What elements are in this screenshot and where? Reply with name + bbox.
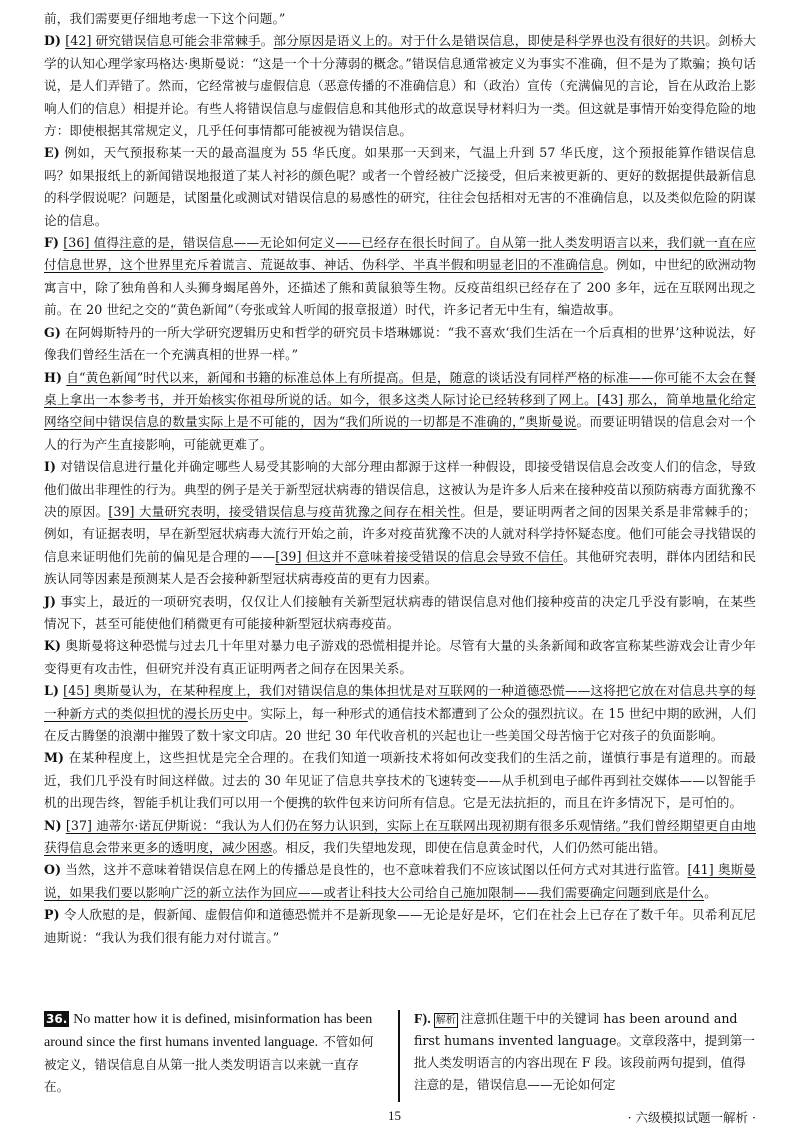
page-footer bbox=[0, 1108, 800, 1128]
question-english: No matter how it is defined, misinformation has been around since the first humans invented language. bbox=[44, 1012, 373, 1050]
paragraph-text: 。而要证明错误的信息会对一个人的行为产生直接影响，可能就更难了。 bbox=[44, 414, 756, 452]
paragraph-text: 。 bbox=[260, 33, 274, 49]
paragraph-text: 。相反，我们失望地发现，即使在信息黄金时代，人们仍然可能出错。 bbox=[272, 840, 667, 856]
question-chinese: 不管如何被定义，错误信息自从第一批人类发明语言以来就一直存在。 bbox=[44, 1034, 374, 1094]
paragraph-label: N) bbox=[44, 817, 62, 833]
answer-explanation: 注意抓住题干中的关键词 has been around and first humans invented language。文章段落中，提到第一批人类发明语言的内容出现在 F 段。该段前两句提到，值得注意的是，错误信息——无论如何定 bbox=[414, 1011, 755, 1092]
underlined-text: [41] 奥斯曼说，如果我们要以影响广泛的新立法作为回应——或者让科技大公司给自己施加限制——我们需要确定问题到底是什么 bbox=[44, 862, 757, 900]
paragraph-text: 。剑桥大学的认知心理学家玛格达·奥斯曼说：“这是一个十分薄弱的概念。”错误信息通常被定义为事实不准确，但不是为了欺骗；换句话说，是人们弄错了。然而，它经常被与虚假信息（恶意传播的不准确信息）和（政治）宣传（充满偏见的言论，旨在从政治上影响人们的信息）相提并论。有些人将错误信息与虚假信息和其他形式的故意误导材料归为一类。但这就是事情开始变得危险的地方：即使根据其常规定义，几乎任何事情都可能被视为错误信息。 bbox=[44, 33, 756, 139]
underlined-text: [37] 迪蒂尔·诺瓦伊斯说：“我认为人们仍在努力认识到，实际上在互联网出现初期有很多乐观情绪。”我们曾经期望更自由地获得信息会带来更多的透明度，减少困惑 bbox=[44, 817, 756, 856]
paragraph-text: 。但是，要证明两者之间的因果关系是非常棘手的；例如，有证据表明，早在新型冠状病毒大流行开始之前，许多对疫苗犹豫不决的人就对科学持怀疑态度。他们可能会寻找错误的信息来证明他们先前的偏见是合理的—— bbox=[44, 503, 756, 564]
paragraph-text: 在阿姆斯特丹的一所大学研究逻辑历史和哲学的研究员卡塔琳娜说：“我不喜欢‘我们生活在一个后真相的世界’这种说法，好像我们曾经生活在一个充满真相的世界一样。” bbox=[44, 324, 756, 363]
paragraph-text: 前，我们需要更仔细地考虑一下这个问题。” bbox=[44, 11, 286, 26]
paragraph-O bbox=[44, 859, 756, 904]
paragraph-label: K) bbox=[44, 638, 62, 654]
underlined-text: [36] 值得注意的是，错误信息——无论如何定义——已经存在很长时间了。自从第一批人类发明语言以来，我们就一直在应付信息世界，这个世界里充斥着谎言、荒诞故事、神话、伪科学、半真半假和明显老旧的不准确信息 bbox=[44, 235, 756, 273]
question-column bbox=[44, 1008, 382, 1098]
underlined-text: [39] 但这并不意味着接受错误的信息会导致不信任 bbox=[275, 548, 564, 564]
paragraph-F bbox=[44, 232, 756, 322]
answer-letter: F). bbox=[414, 1012, 431, 1027]
question-explanation-section bbox=[44, 1008, 756, 1104]
paragraph-text: 。其他研究表明，群体内团结和民族认同等因素是预测某人是否会接种新型冠状病毒疫苗的更有力因素。 bbox=[44, 548, 757, 587]
paragraph-J bbox=[44, 591, 756, 636]
answer-column bbox=[414, 1008, 756, 1096]
paragraph-text: 奥斯曼将这种恐慌与过去几十年里对暴力电子游戏的恐慌相提并论。尽管有大量的头条新闻和政客宣称某些游戏会让青少年变得更有攻击性，但研究并没有真正证明两者之间存在因果关系。 bbox=[44, 638, 756, 676]
paragraph-P bbox=[44, 904, 756, 949]
paragraph-text: 例如，天气预报称某一天的最高温度为 55 华氏度。如果那一天到来，气温上升到 57 华氏度，这个预报能算作错误信息吗？如果报纸上的新闻错误地报道了某人衬衫的颜色呢？或者一个曾经被广泛接受，但后来被更新的、更好的数据提供最新信息的科学假说呢？问题是，试图量化或测试对错误信息的易感性的研究，往往会包括相对无害的不准确信息，以及类似危险的阴谋论的信息。 bbox=[44, 145, 757, 228]
paragraph-label: I) bbox=[44, 459, 57, 475]
paragraph-label: G) bbox=[44, 324, 61, 340]
paragraph-D bbox=[44, 30, 756, 142]
paragraph-text: 。实际上，每一种形式的通信技术都遭到了公众的强烈抗议。在 15 世纪中期的欧洲，人们在反古腾堡的浪潮中摧毁了数十家文印店。20 世纪 30 年代收音机的兴起也让一些美国父母苦恼于它对孩子的负面影响。 bbox=[44, 705, 756, 743]
paragraph-text: 事实上，最近的一项研究表明，仅仅让人们接触有关新型冠状病毒的错误信息对他们接种疫苗的决定几乎没有影响，在某些情况下，甚至可能使他们稍微更有可能接种新型冠状病毒疫苗。 bbox=[44, 593, 756, 631]
paragraph-G bbox=[44, 322, 756, 367]
paragraph-text: 。例如，中世纪的欧洲动物寓言中，除了独角兽和人头狮身蝎尾兽外，还描述了熊和黄鼠狼等生物。反疫苗组织已经存在了 200 多年，远在互联网出现之前。在 20 世纪之交的“黄色新闻”（夸张或耸人听闻的报章报道）时代，许多记者无中生有，编造故事。 bbox=[44, 257, 756, 318]
paragraph-label: E) bbox=[44, 145, 60, 161]
paragraph-label: H) bbox=[44, 369, 63, 385]
question-number: 36. bbox=[46, 1012, 68, 1026]
paragraph-H bbox=[44, 367, 756, 457]
underlined-text: 自“黄色新闻”时代以来，新闻和书籍的标准总体上有所提高。但是，随意的谈话没有同样严格的标准——你可能不太会在餐桌上拿出一本参考书，并开始核实你祖母所说的话。如今，很多这类人际讨论已经转移到了网上。[43] 那么，简单地量化给定网络空间中错误信息的数量实际上是不可能的，因为“我们所说的一切都是不准确的，”奥斯曼说 bbox=[44, 369, 756, 430]
paragraph-label: J) bbox=[44, 593, 57, 609]
footer-title: · 六级模拟试题一解析 · bbox=[627, 1110, 756, 1125]
paragraph-label: F) bbox=[44, 235, 60, 251]
underlined-text: 部分原因是语义上的。对于什么是错误信息，即使是科学界也没有很好的共识 bbox=[273, 33, 706, 49]
article-body bbox=[44, 8, 756, 949]
paragraph-cont bbox=[44, 8, 756, 30]
paragraph-text: 对错误信息进行量化并确定哪些人易受其影响的大部分理由都源于这样一种假设，即接受错误信息会改变人们的信念，导致他们做出非理性的行为。典型的例子是关于新型冠状病毒的错误信息，这被认为是许多人后来在接种疫苗以预防病毒方面犹豫不决的原因。 bbox=[44, 459, 756, 519]
paragraph-label: D) bbox=[44, 33, 62, 49]
underlined-text: [39] 大量研究表明，接受错误信息与疫苗犹豫之间存在相关性 bbox=[108, 503, 461, 519]
paragraph-label: L) bbox=[44, 683, 60, 699]
paragraph-I bbox=[44, 456, 756, 590]
paragraph-E bbox=[44, 142, 756, 232]
paragraph-M bbox=[44, 747, 756, 814]
paragraph-K bbox=[44, 635, 756, 680]
underlined-text: [42] 研究错误信息可能会非常棘手 bbox=[65, 33, 261, 49]
paragraph-label: P) bbox=[44, 907, 60, 923]
column-divider bbox=[398, 1010, 400, 1102]
paragraph-text: 当然，这并不意味着错误信息在网上的传播总是良性的，也不意味着我们不应该试图以任何方式对其进行监管。 bbox=[65, 862, 688, 878]
paragraph-text: 令人欣慰的是，假新闻、虚假信仰和道德恐慌并不是新现象——无论是好是坏，它们在社会上已存在了数千年。贝希利瓦尼迪斯说：“我认为我们很有能力对付谎言。” bbox=[44, 907, 756, 945]
paragraph-text: 在某种程度上，这些担忧是完全合理的。在我们知道一项新技术将如何改变我们的生活之前，谨慎行事是有道理的。而最近，我们几乎没有时间这样做。过去的 30 年见证了信息共享技术的飞速转变——从手机到电子邮件再到社交媒体——以智能手机的出现告终，智能手机让我们可以用一个便携的软件包来访问所有信息。它是无法抗拒的，而且在许多情况下，是可怕的。 bbox=[44, 750, 756, 811]
paragraph-text: 。 bbox=[704, 884, 717, 900]
underlined-text: [45] 奥斯曼认为，在某种程度上，我们对错误信息的集体担忧是对互联网的一种道德恐慌——这将把它放在对信息共享的每一种新方式的类似担忧的漫长历史中 bbox=[44, 683, 756, 721]
paragraph-N bbox=[44, 815, 756, 860]
paragraph-label: M) bbox=[44, 750, 65, 766]
explanation-tag: 解析 bbox=[435, 1015, 456, 1026]
paragraph-L bbox=[44, 680, 756, 747]
paragraph-label: O) bbox=[44, 862, 62, 878]
page-number: 15 bbox=[388, 1108, 401, 1123]
